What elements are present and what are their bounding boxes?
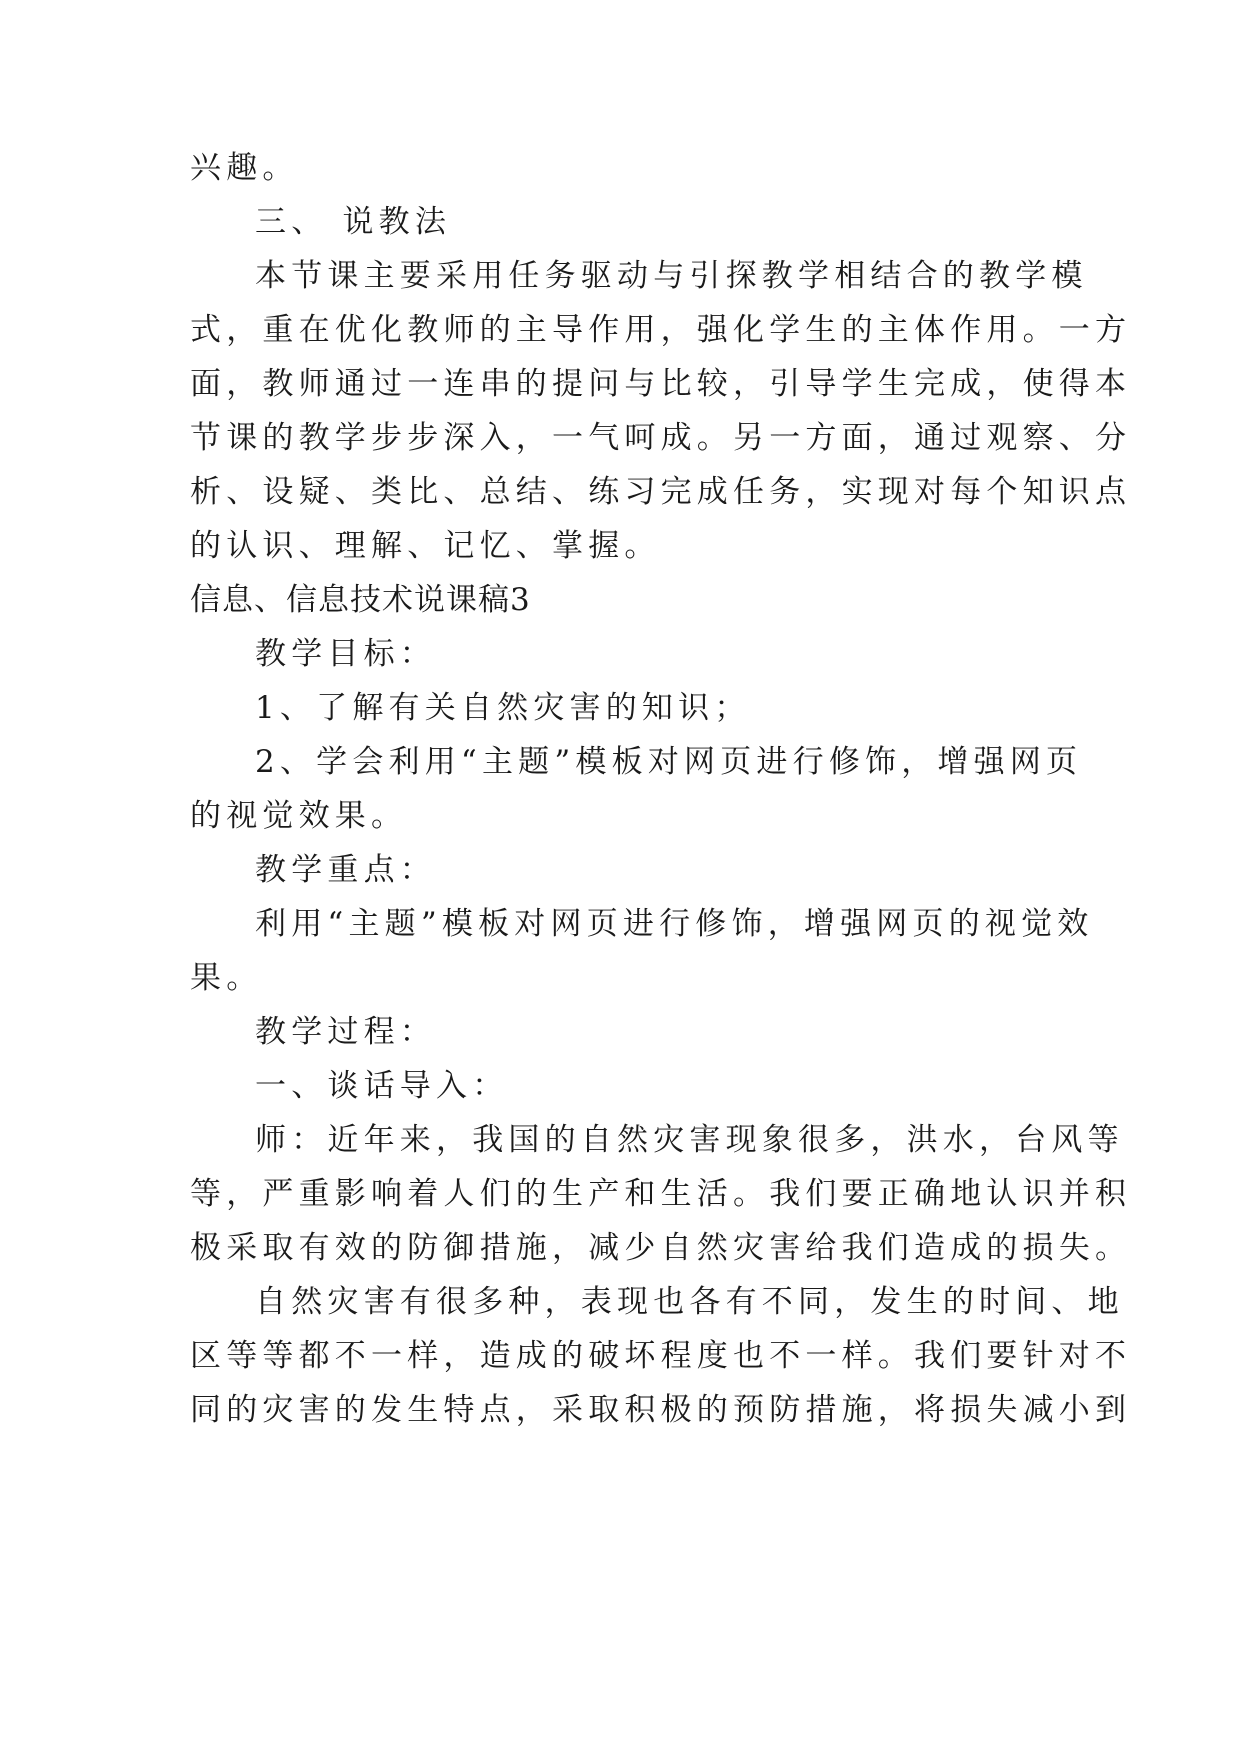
list-item-continuation: 的视觉效果。 <box>190 798 408 834</box>
paragraph-line: 本节课主要采用任务驱动与引探教学相结合的教学模 <box>255 258 1088 294</box>
paragraph-line: 区等等都不一样，造成的破坏程度也不一样。我们要针对不 <box>190 1338 1132 1374</box>
paragraph-line: 同的灾害的发生特点，采取积极的预防措施，将损失减小到 <box>190 1392 1132 1428</box>
document-title: 信息、信息技术说课稿3 <box>190 582 531 618</box>
paragraph-line: 式，重在优化教师的主导作用，强化学生的主体作用。一方 <box>190 312 1132 348</box>
paragraph-line: 节课的教学步步深入，一气呵成。另一方面，通过观察、分 <box>190 420 1132 456</box>
paragraph-line: 析、设疑、类比、总结、练习完成任务，实现对每个知识点 <box>190 474 1132 510</box>
paragraph-line: 利用“主题”模板对网页进行修饰，增强网页的视觉效 <box>255 906 1094 942</box>
paragraph-line: 面，教师通过一连串的提问与比较，引导学生完成，使得本 <box>190 366 1132 402</box>
subheading: 教学重点： <box>255 852 436 888</box>
list-item: 2、学会利用“主题”模板对网页进行修饰，增强网页 <box>255 744 1083 780</box>
paragraph-line: 自然灾害有很多种，表现也各有不同，发生的时间、地 <box>255 1284 1124 1320</box>
subheading: 教学过程： <box>255 1014 436 1050</box>
section-heading: 三、 说教法 <box>255 204 452 240</box>
paragraph-line: 的认识、理解、记忆、掌握。 <box>190 528 661 564</box>
subheading: 一、谈话导入： <box>255 1068 509 1104</box>
text-line: 兴趣。 <box>190 150 299 186</box>
subheading: 教学目标： <box>255 636 436 672</box>
paragraph-line: 师：近年来，我国的自然灾害现象很多，洪水，台风等 <box>255 1122 1124 1158</box>
paragraph-line: 极采取有效的防御措施，减少自然灾害给我们造成的损失。 <box>190 1230 1132 1266</box>
paragraph-line: 等，严重影响着人们的生产和生活。我们要正确地认识并积 <box>190 1176 1132 1212</box>
paragraph-line: 果。 <box>190 960 263 996</box>
list-item: 1、了解有关自然灾害的知识； <box>255 690 751 726</box>
